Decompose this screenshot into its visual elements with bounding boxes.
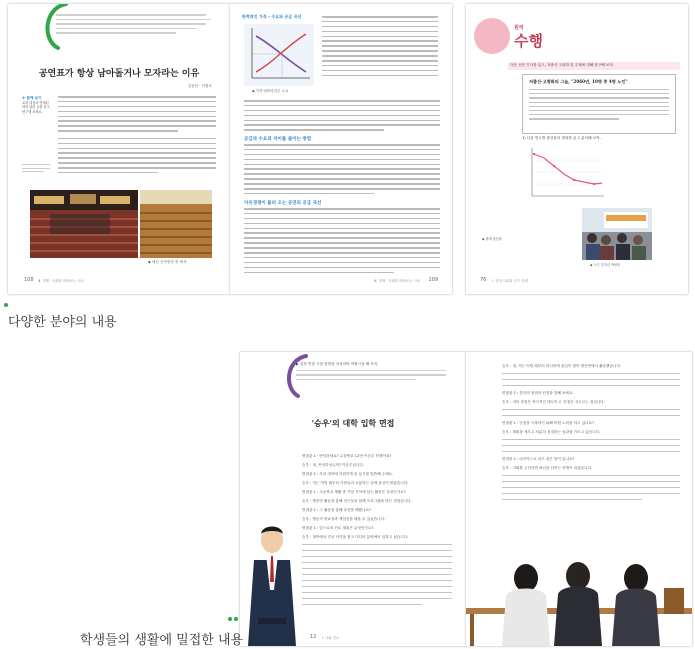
- page-footer-s3: Ⅰ. 나와 진로: [322, 636, 340, 640]
- green-dot-2a: [228, 617, 232, 621]
- spread3-left-page: [240, 352, 466, 646]
- sidebar-text: 교과 내용과 연계된 과학 관련 글을 읽고 탐구해 보세요.: [22, 101, 50, 114]
- intro-lines: [296, 370, 446, 380]
- body-text-block: [58, 96, 218, 173]
- spread1-left-page: [8, 4, 230, 294]
- job-fair-photo: [582, 208, 652, 260]
- right-text-body1: [244, 144, 440, 194]
- page-number: 76: [480, 277, 487, 283]
- page-number-right: 109: [428, 277, 438, 283]
- pink-circle-badge: [474, 18, 510, 54]
- spread2-page: [466, 4, 688, 294]
- page-number-left: 108: [24, 277, 34, 283]
- dialogue-line: 승우 : 저는 어릴 때부터 사람들과 소통하는 일에 관심이 많았습니다.: [302, 481, 409, 485]
- right-text-body2: [244, 208, 440, 273]
- dialogue-line: 면접관 1 : 단점을 극복하기 위해 어떤 노력을 하고 있나요?: [502, 420, 595, 425]
- dialogue-line: 면접관 1 : 고등학교 생활 중 가장 기억에 남는 활동은 무엇인가요?: [302, 490, 406, 494]
- dialogue-line: 면접관 2 : 본인의 장점과 단점을 말해 보세요.: [502, 390, 574, 395]
- article-box: [522, 74, 676, 134]
- dialogue-line: 승우 : 방송반 활동을 통해 친구들과 함께 프로그램을 만든 경험입니다.: [302, 499, 412, 503]
- article-heading: 저출산·고령화의 그늘, "2060년, 10명 중 4명 노인": [529, 79, 628, 84]
- dialogue-line: 승우 : 네, 저는 어릴 때부터 미디어에 관심이 많아 방송반에서 활동했습니다.: [502, 364, 622, 368]
- dialogue-line: 면접관 1 : 안녕하세요? 수험번호 12번 이승우 학생이죠?: [302, 454, 392, 458]
- graph-question: 1) 다음 연도별 출산율의 변화를 읽고 분석해 보자.: [522, 136, 601, 140]
- right-dialogue: [502, 364, 680, 500]
- concert-photo-left: [30, 190, 138, 258]
- spread3-right-page: [466, 352, 692, 646]
- caption-student-life: 학생들의 생활에 밀접한 내용: [80, 633, 244, 648]
- interviewers-illustration: [466, 548, 692, 646]
- section-heading-2: 자유경쟁이 불러 오는 공연의 공급 곡선: [244, 201, 322, 206]
- page-footer-right: Ⅲ. 경제 · 사회를 바라보는 시선: [374, 279, 420, 283]
- dialogue-line: 승우 : 기회를 주신다면 최선을 다하는 학생이 되겠습니다.: [502, 465, 593, 470]
- side-note: [22, 164, 52, 172]
- page-footer: Ⅰ. 현대 사회와 인구 문제: [492, 279, 528, 283]
- dialogue-line: 면접관 1 : 앞으로의 진로 계획은 무엇인가요?: [302, 526, 374, 530]
- intro-text: ▶ 입학 면접 시험 장면을 상상하며 역할극을 해 보자.: [296, 362, 379, 366]
- dialogue-line: 승우 : 대학에서 전공 지식을 쌓고 미디어 분야에서 일하고 싶습니다.: [302, 535, 409, 539]
- green-dot-1: [4, 303, 8, 307]
- interview-title: '승우'의 대학 입학 면접: [311, 418, 395, 428]
- interview-dialogue: [302, 454, 452, 605]
- article-author: 김동민 · 이철호: [187, 84, 212, 88]
- dialogue-line: 승우 : 계획을 세우고 차분히 점검하는 습관을 기르고 있습니다.: [502, 429, 601, 434]
- green-dot-2b: [234, 617, 238, 621]
- student-in-suit-illustration: [244, 520, 300, 646]
- page-footer-left: Ⅲ. 경제 · 사회를 바라보는 시선: [38, 279, 84, 283]
- subtitle: 다음 신문 기사를 읽고, 저출산 고령화 및 주제에 대해 탐구해 보자.: [510, 63, 614, 67]
- right-text-top: [322, 16, 438, 76]
- box-title: 탄력적인 가격 – 수요와 공급 곡선: [242, 14, 302, 19]
- chart-caption: ◆ 가격 변화에 따른 수요: [252, 89, 289, 93]
- photo-caption-fair: ◆ 노인 일자리 박람회: [590, 263, 621, 267]
- sidebar-box: [22, 96, 52, 136]
- dialogue-line: 승우 : 저의 장점은 적극적인 태도이고, 단점은 서두르는 점입니다.: [502, 399, 605, 404]
- birth-rate-chart: [526, 144, 606, 202]
- section-heading-1: 공급과 수요의 차이를 줄이는 방법: [244, 137, 312, 142]
- dialogue-line: 면접관 2 : 그 활동을 통해 무엇을 배웠나요?: [302, 508, 371, 512]
- photo-caption: ◆ 매진 공연장과 빈 좌석: [148, 260, 187, 264]
- supply-demand-chart: [244, 24, 314, 86]
- right-text-mid: [244, 100, 440, 131]
- caption-diverse-fields: 다양한 분야의 내용: [8, 315, 117, 330]
- page-number-s3: 12: [310, 634, 317, 640]
- dialogue-line: 승우 : 네, 안녕하십니까? 이승우입니다.: [302, 463, 365, 467]
- section-title: 수행: [514, 32, 543, 50]
- article-title: 공연표가 항상 남아돌거나 모자라는 이유: [38, 69, 200, 79]
- chart-legend: ◆ 합계 출산율: [482, 237, 502, 241]
- dialogue-line: 승우 : 협동의 중요성과 책임감을 배울 수 있었습니다.: [302, 517, 386, 521]
- badge-label: 원리: [514, 25, 524, 31]
- concert-photo-right: [140, 190, 212, 258]
- sidebar-title: ❖ 함께 보기: [22, 96, 42, 100]
- dialogue-line: 면접관 2 : 마지막으로 하고 싶은 말이 있나요?: [502, 456, 575, 461]
- dialogue-line: 면접관 2 : 우리 대학에 지원하게 된 동기를 말씀해 주세요.: [302, 472, 394, 476]
- spread1-right-page: [230, 4, 452, 294]
- intro-text-block: [56, 14, 216, 34]
